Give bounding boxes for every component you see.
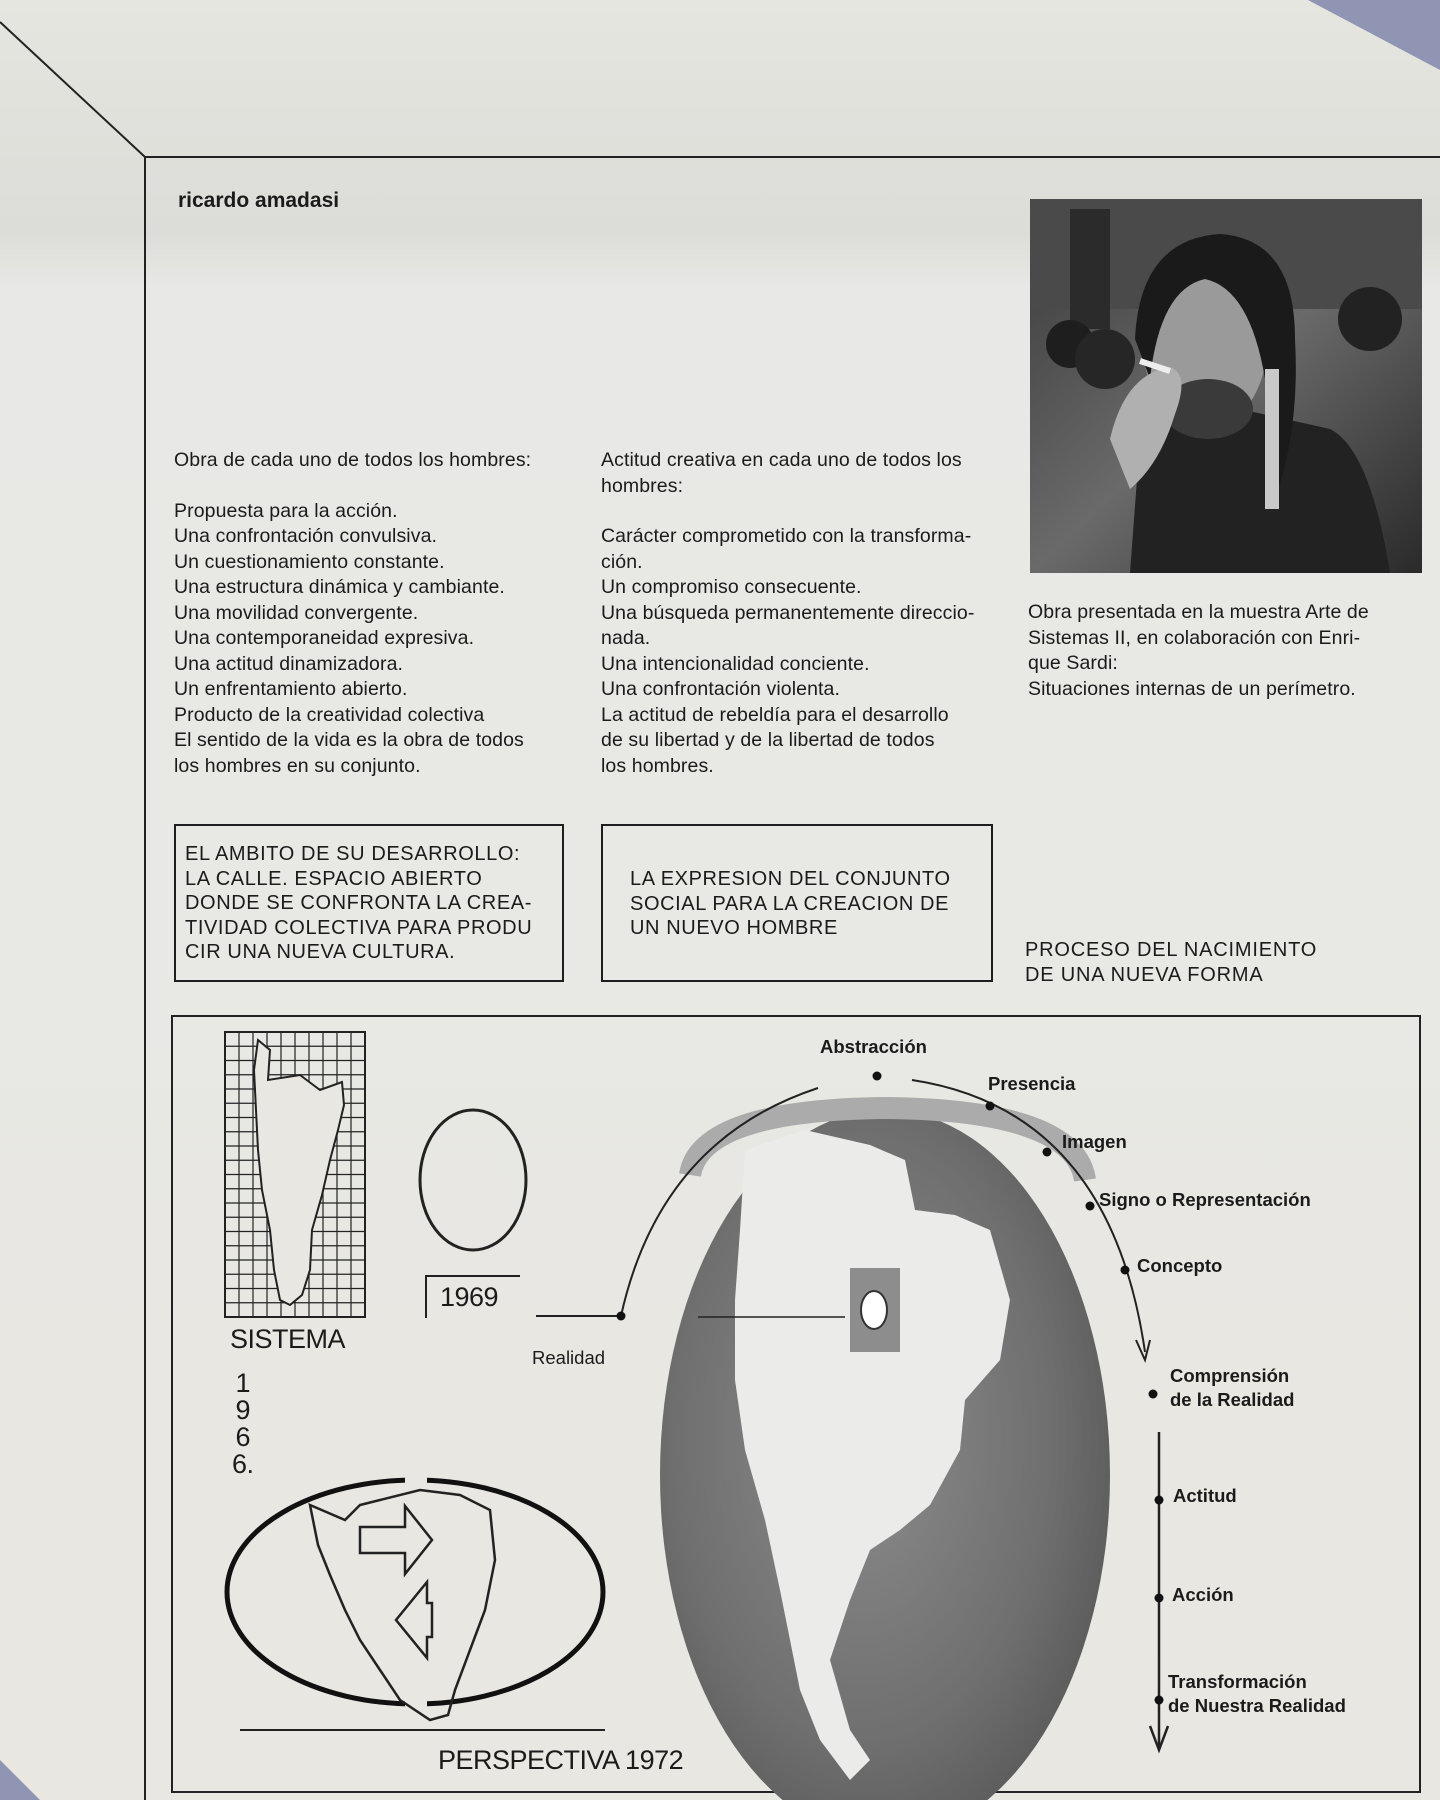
list-item: Una movilidad convergente. bbox=[174, 601, 419, 624]
process-title-line: DE UNA NUEVA FORMA bbox=[1025, 964, 1264, 986]
sistema-grid bbox=[225, 1032, 365, 1317]
label-line: Comprensión bbox=[1170, 1365, 1290, 1386]
perspectiva-label: PERSPECTIVA 1972 bbox=[438, 1745, 684, 1775]
dot-comprension bbox=[1149, 1390, 1158, 1399]
dot-accion bbox=[1155, 1594, 1164, 1603]
process-title-line: PROCESO DEL NACIMIENTO bbox=[1025, 939, 1318, 961]
label-actitud: Actitud bbox=[1173, 1485, 1237, 1506]
list-item: La actitud de rebeldía para el desarrollo bbox=[601, 703, 949, 726]
box-line: TIVIDAD COLECTIVA PARA PRODU bbox=[185, 916, 533, 939]
dot-transformacion bbox=[1155, 1696, 1164, 1705]
list-item: nada. bbox=[601, 627, 651, 649]
box-ambito bbox=[174, 824, 564, 982]
label-accion: Acción bbox=[1172, 1584, 1234, 1605]
box-expresion bbox=[601, 824, 993, 982]
box-line: DONDE SE CONFRONTA LA CREA- bbox=[185, 892, 532, 914]
list-item: Propuesta para la acción. bbox=[174, 499, 398, 522]
label-transformacion bbox=[1168, 1670, 1346, 1718]
list-item: Una actitud dinamizadora. bbox=[174, 652, 404, 675]
label-realidad: Realidad bbox=[532, 1347, 606, 1368]
dot-signo bbox=[1086, 1202, 1095, 1211]
list-item: Un enfrentamiento abierto. bbox=[174, 678, 408, 700]
list-item: Carácter comprometido con la transforma- bbox=[601, 525, 972, 547]
label-line: Transformación bbox=[1168, 1671, 1307, 1692]
list-item: los hombres. bbox=[601, 754, 714, 777]
box-line: LA EXPRESION DEL CONJUNTO bbox=[630, 868, 951, 890]
list-item: Un compromiso consecuente. bbox=[601, 576, 862, 598]
artist-photo bbox=[1030, 199, 1422, 573]
left-column bbox=[174, 448, 584, 779]
box-line: LA CALLE. ESPACIO ABIERTO bbox=[185, 867, 483, 890]
list-item: ción. bbox=[601, 550, 643, 573]
process-title bbox=[1025, 938, 1317, 988]
caption-line: Sistemas II, en colaboración con Enri- bbox=[1028, 626, 1361, 649]
middle-column bbox=[601, 448, 1021, 779]
box-line: SOCIAL PARA LA CREACION DE bbox=[630, 892, 950, 915]
box-line: UN NUEVO HOMBRE bbox=[630, 917, 838, 939]
list-item: Una contemporaneidad expresiva. bbox=[174, 627, 475, 649]
caption-line: que Sardi: bbox=[1028, 652, 1118, 674]
year-digit: 9 bbox=[235, 1395, 251, 1425]
label-abstraccion: Abstracción bbox=[820, 1036, 927, 1057]
dot-actitud bbox=[1155, 1496, 1164, 1505]
list-item: de su libertad y de la libertad de todos bbox=[601, 729, 935, 751]
label-imagen: Imagen bbox=[1062, 1131, 1127, 1152]
dot-realidad bbox=[617, 1312, 626, 1321]
label-concepto: Concepto bbox=[1137, 1255, 1223, 1276]
label-presencia: Presencia bbox=[988, 1073, 1076, 1094]
left-column-heading: Obra de cada uno de todos los hombres: bbox=[174, 449, 532, 471]
box-line: CIR UNA NUEVA CULTURA. bbox=[185, 941, 456, 963]
sistema-year bbox=[232, 1370, 254, 1478]
year-digit: 6. bbox=[232, 1449, 254, 1479]
middle-column-heading: hombres: bbox=[601, 474, 684, 497]
middle-column-heading: Actitud creativa en cada uno de todos los bbox=[601, 449, 962, 471]
list-item: los hombres en su conjunto. bbox=[174, 754, 421, 777]
box-line: EL AMBITO DE SU DESARROLLO: bbox=[185, 843, 521, 865]
dot-imagen bbox=[1043, 1148, 1052, 1157]
list-item: Una búsqueda permanentemente direccio- bbox=[601, 601, 975, 624]
list-item: Producto de la creatividad colectiva bbox=[174, 703, 485, 726]
photo-caption bbox=[1028, 600, 1428, 702]
sistema-label: SISTEMA bbox=[230, 1324, 346, 1354]
list-item: Un cuestionamiento constante. bbox=[174, 550, 445, 573]
dot-abstraccion bbox=[873, 1072, 882, 1081]
list-item: Una confrontación convulsiva. bbox=[174, 525, 438, 547]
list-item: El sentido de la vida es la obra de todos bbox=[174, 729, 524, 751]
egg-year: 1969 bbox=[440, 1282, 499, 1312]
label-line: de la Realidad bbox=[1170, 1389, 1295, 1410]
label-signo: Signo o Representación bbox=[1099, 1189, 1311, 1210]
photo-image bbox=[1030, 199, 1422, 573]
inner-egg bbox=[861, 1291, 887, 1329]
year-digit: 1 bbox=[235, 1368, 251, 1398]
caption-line: Obra presentada en la muestra Arte de bbox=[1028, 601, 1369, 623]
label-comprension bbox=[1170, 1364, 1294, 1412]
list-item: Una estructura dinámica y cambiante. bbox=[174, 576, 505, 598]
list-item: Una confrontación violenta. bbox=[601, 678, 841, 700]
caption-line: Situaciones internas de un perímetro. bbox=[1028, 677, 1356, 700]
dot-concepto bbox=[1121, 1266, 1130, 1275]
artist-name: ricardo amadasi bbox=[178, 189, 340, 212]
label-line: de Nuestra Realidad bbox=[1168, 1695, 1346, 1716]
year-digit: 6 bbox=[235, 1422, 251, 1452]
list-item: Una intencionalidad conciente. bbox=[601, 652, 870, 675]
dot-presencia bbox=[986, 1102, 995, 1111]
